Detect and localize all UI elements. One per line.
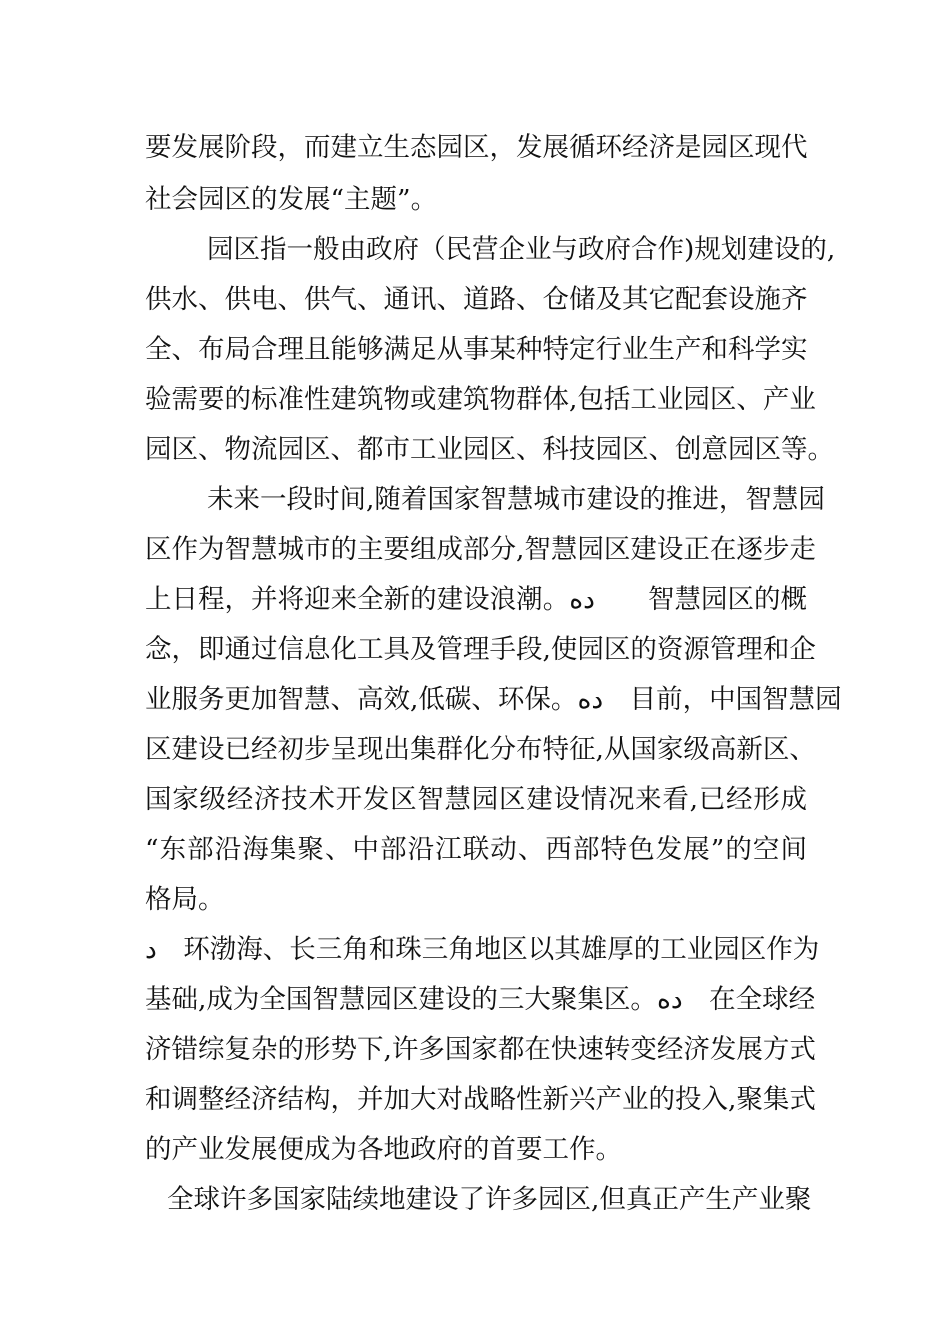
- text-line: 和调整经济结构，并加大对战略性新兴产业的投入,聚集式: [145, 1084, 816, 1115]
- text-line: 济错综复杂的形势下,许多国家都在快速转变经济发展方式: [145, 1034, 816, 1065]
- text-line: 全、布局合理且能够满足从事某种特定行业生产和科学实: [145, 334, 808, 365]
- text-line: “东部沿海集聚、中部沿江联动、西部特色发展”的空间: [145, 834, 807, 865]
- text-line: 的产业发展便成为各地政府的首要工作。: [145, 1134, 622, 1165]
- text-line: 园区、物流园区、都市工业园区、科技园区、创意园区等。: [145, 434, 834, 465]
- text-line: 园区指一般由政府（民营企业与政府合作)规划建设的,: [207, 234, 836, 265]
- text-line: 基础,成为全国智慧园区建设的三大聚集区。ده 在全球经: [145, 984, 816, 1015]
- text-line: د 环渤海、长三角和珠三角地区以其雄厚的工业园区作为: [145, 934, 820, 965]
- text-line: 区作为智慧城市的主要组成部分,智慧园区建设正在逐步走: [145, 534, 816, 565]
- text-line: 念，即通过信息化工具及管理手段,使园区的资源管理和企: [145, 634, 816, 665]
- text-line: 格局。: [145, 884, 225, 915]
- text-line: 要发展阶段，而建立生态园区，发展循环经济是园区现代: [145, 132, 808, 163]
- text-line: 国家级经济技术开发区智慧园区建设情况来看,已经形成: [145, 784, 807, 815]
- text-line: 全球许多国家陆续地建设了许多园区,但真正产生产业聚: [167, 1184, 812, 1215]
- text-line: 区建设已经初步呈现出集群化分布特征,从国家级高新区、: [145, 734, 816, 765]
- text-line: 未来一段时间,随着国家智慧城市建设的推进，智慧园: [207, 484, 825, 515]
- text-line: 业服务更加智慧、高效,低碳、环保。ده 目前，中国智慧园: [145, 684, 842, 715]
- text-line: 上日程，并将迎来全新的建设浪潮。ده 智慧园区的概: [145, 584, 808, 615]
- text-line: 社会园区的发展“主题”。: [145, 184, 438, 215]
- text-line: 验需要的标准性建筑物或建筑物群体,包括工业园区、产业: [145, 384, 816, 415]
- text-line: 供水、供电、供气、通讯、道路、仓储及其它配套设施齐: [145, 284, 808, 315]
